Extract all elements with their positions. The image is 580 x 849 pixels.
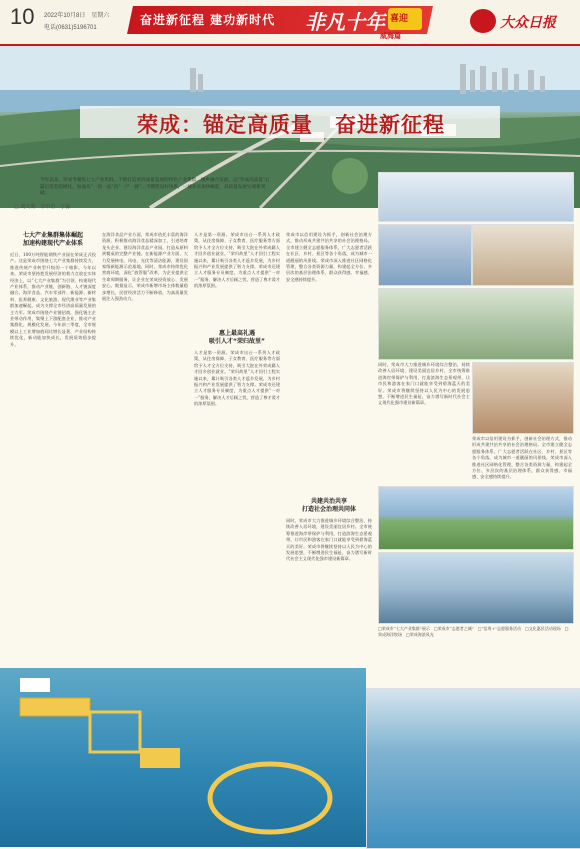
page-number: 10 — [10, 4, 35, 29]
badge-label: 喜迎 — [390, 14, 409, 24]
byline: □ 刘天利 李中岩 于淼 — [14, 204, 71, 210]
photo-marine-ranch — [0, 668, 366, 847]
newspaper-logo-icon — [470, 9, 496, 33]
photo-exhibition — [378, 172, 574, 222]
article-column-3b: 人才是第一资源。荣成市出台一系列人才政策，从住房保障、子女教育、医疗服务等方面给予人才全方位支持，吸引大批在外荣成籍人才回乡创业就业。“荣归故里”人才回引工程实施以来，累计吸引各类人才返乡发展，为乡村振兴和产业发展提供了智力支撑。荣成市还建立人才服务专员制度，为重点人才提供“一对一”服务，解决人才后顾之忧，营造了尊才爱才的浓厚氛围。 — [194, 350, 280, 407]
marine-ranch-illustration — [0, 668, 366, 847]
subheading-governance: 共建共治共享 打造社会治理共同体 — [301, 498, 356, 513]
banner-title: 非凡十年 — [305, 10, 385, 34]
photo-conference — [378, 224, 472, 286]
article-column-1: 近日，100万吨智能钢铁产业园在荣成正式投产。这是荣成市围绕七大产业集群持续发力，推进传统产业转型升级的一个缩影。今年以来，荣成市坚持把发展经济的着力点放在实体经济上，以“七大产业集群”为引领，构建现代产业体系，推动产业链、创新链、人才链深度融合。海洋食品、汽车零部件、新能源、新材料、医养健康、文化旅游、现代渔业等产业集群加速崛起，成为支撑全市经济高质量发展的主力军。荣成市围绕产业链招商，强化链主企业带动作用，集聚上下游配套企业，推动产业集群化、规模化发展。今年前三季度，全市规模以上工业增加值同比增长显著，产业结构持续优化，新动能加快成长，发展质效稳步提升。 — [10, 252, 96, 347]
subheading-industry: 七大产业集群集体崛起 加速构建现代产业体系 — [22, 232, 83, 247]
photo-community — [472, 362, 574, 434]
intro-paragraph: 今年以来，荣成考聚焦七大产业集群，不断打造更高质量发展的特色产业集群，城乡融合发展，以“荣成高质量”打赢后发赶超硬仗，加速从“一县一品”向“一产一链”…不断建设好体系，一城多点加快崛起，高质量发展实现新突破。 — [40, 178, 270, 197]
article-column-5: 同时，荣成市大力推进城乡环境综合整治，持续改善人居环境，建设美丽宜居乡村。全市统筹推进海岸带保护与利用，打造滨海生态景观带，让市民和游客在家门口就能享受到碧海蓝天的美好。荣成市将继续坚持以人民为中心的发展思想，不断增进民生福祉，奋力谱写新时代社会主义现代化强市建设新篇章。 — [286, 518, 372, 562]
article-column-7: 荣成市以信用建设为抓手，创新社会治理方式，推动形成共建共治共享的社会治理格局。全市建立健全志愿服务体系，广大志愿者活跃在社区、乡村、景区等各个角落，成为城市一道靓丽的风景线。荣成市深入推进社区网格化管理，整合各类资源力量，构建起全方位、多层次的基层治理体系，群众获得感、幸福感、安全感持续提升。 — [472, 436, 572, 480]
photo-harbor — [378, 552, 574, 624]
editor-line: 电话(0631)5196701 — [44, 25, 97, 31]
article-column-4: 荣成市以信用建设为抓手，创新社会治理方式，推动形成共建共治共享的社会治理格局。全市建立健全志愿服务体系，广大志愿者活跃在社区、乡村、景区等各个角落，成为城市一道靓丽的风景线。荣成市深入推进社区网格化管理，整合各类资源力量，构建起全方位、多层次的基层治理体系，群众获得感、幸福感、安全感持续提升。 — [286, 232, 372, 282]
article-column-3: 人才是第一资源。荣成市出台一系列人才政策，从住房保障、子女教育、医疗服务等方面给予人才全方位支持，吸引大批在外荣成籍人才回乡创业就业。“荣归故里”人才回引工程实施以来，累计吸引各类人才返乡发展，为乡村振兴和产业发展提供了智力支撑。荣成市还建立人才服务专员制度，为重点人才提供“一对一”服务，解决人才后顾之忧，营造了尊才爱才的浓厚氛围。 — [194, 232, 280, 289]
photo-meeting — [378, 288, 574, 360]
photo-captions: □荣成市“七大产业集群”展示 □荣成市“志愿者之城” □“信用+”志愿服务活动 □文化惠民活动现场 □荣成海洋牧场 □荣成海滨风光 — [378, 626, 569, 637]
main-headline: 荣成：锚定高质量 奋进新征程 — [137, 113, 445, 137]
article-column-6: 同时，荣成市大力推进城乡环境综合整治，持续改善人居环境，建设美丽宜居乡村。全市统筹推进海岸带保护与利用，打造滨海生态景观带，让市民和游客在家门口就能享受到碧海蓝天的美好。荣成市将继续坚持以人民为中心的发展思想，不断增进民生福祉，奋力谱写新时代社会主义现代化强市建设新篇章。 — [378, 362, 470, 406]
newspaper-logo: 大众日报 — [500, 15, 556, 31]
date-line: 2022年10月8日 星期六 — [44, 13, 110, 19]
banner-slogan: 奋进新征程 建功新时代 — [140, 13, 276, 27]
photo-volunteers — [472, 224, 574, 286]
subheading-talent: 惠上最高礼遇 吸引人才“荣归故里” — [209, 330, 265, 345]
photo-sailing — [366, 688, 580, 849]
article-column-2: 在海洋食品产业方面，荣成市依托丰富的海洋资源，积极推动海洋食品精深加工，引进培育龙头企业，建设海洋食品产业园，打造从原料到餐桌的完整产业链。在新能源产业方面，大力发展核电、风电、光伏等清洁能源，建设国家级新能源示范基地。同时，荣成市持续优化营商环境，深化“放管服”改革，为企业提供全生命周期服务，让企业在荣成投资放心、发展安心。数据显示，荣成市新增市场主体数量稳步增长，民营经济活力不断释放，为高质量发展注入强劲动力。 — [102, 232, 188, 302]
section-label: 威海篇 — [380, 31, 401, 40]
photo-festival — [378, 486, 574, 550]
